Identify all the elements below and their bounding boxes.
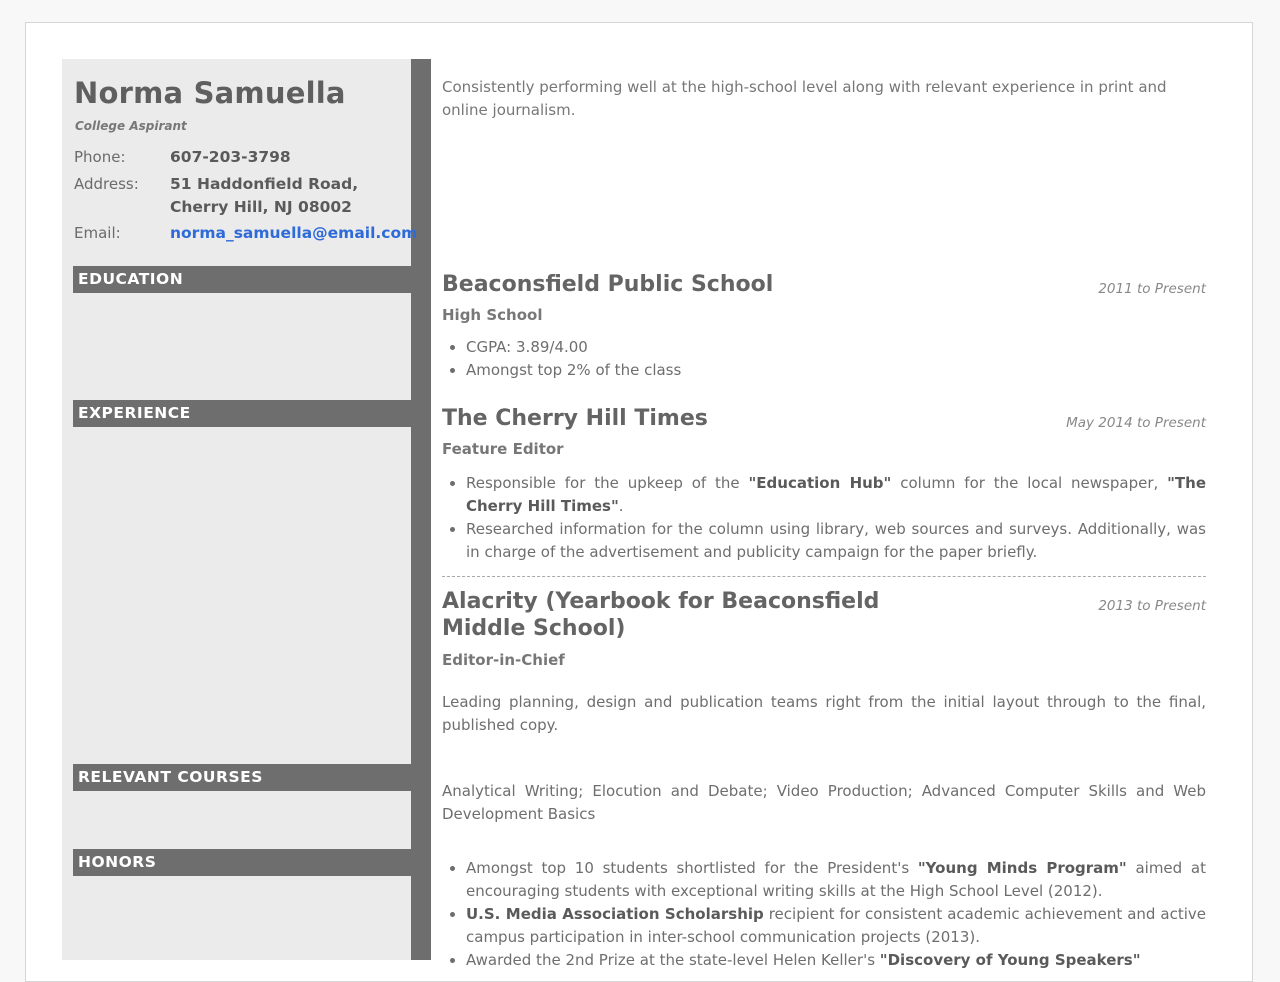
entry-description: Leading planning, design and publication teams right from the initial layout through to the final, published copy. [442, 693, 1206, 734]
entry-bullets [442, 336, 1206, 382]
bullet-item: • CGPA: 3.89/4.00 [466, 336, 1206, 359]
summary-text: Consistently performing well at the high-school level along with relevant experience in print and online journalism. [442, 78, 1167, 119]
honor-item: • Amongst top 10 students shortlisted for the President's "Young Minds Program" aimed at encouraging students with exceptional writing skills at the High School Level (2012). [466, 857, 1206, 903]
bullet-item: • Responsible for the upkeep of the "Education Hub" column for the local newspaper, "The Cherry Hill Times". [466, 472, 1206, 518]
honors-list [442, 857, 1206, 972]
bullet-item: • Amongst top 2% of the class [466, 359, 1206, 382]
honor-item: • U.S. Media Association Scholarship recipient for consistent academic achievement and active campus participation in inter-school communication projects (2013). [466, 903, 1206, 949]
entry-date: 2013 to Present [1098, 598, 1206, 614]
education-entry [442, 271, 1206, 382]
section-header-honors: HONORS [73, 849, 411, 876]
experience-entry [442, 405, 1206, 564]
address-line-2: Cherry Hill, NJ 08002 [170, 198, 352, 216]
entry-role: Editor-in-Chief [442, 651, 565, 669]
entry-divider [442, 576, 1206, 577]
honor-item: • Awarded the 2nd Prize at the state-level Helen Keller's "Discovery of Young Speakers" [466, 949, 1206, 972]
candidate-title: College Aspirant [75, 119, 187, 133]
entry-date: May 2014 to Present [1066, 415, 1206, 431]
section-header-experience: EXPERIENCE [73, 400, 411, 427]
candidate-name: Norma Samuella [74, 76, 346, 110]
sidebar-divider-bar [411, 59, 431, 960]
entry-title: Beaconsfield Public School [442, 272, 774, 297]
bullet-item: • Researched information for the column using library, web sources and surveys. Additionally, was in charge of the advertisement and publicity campaign for the paper briefly. [466, 518, 1206, 564]
entry-role: Feature Editor [442, 440, 564, 458]
email-link[interactable]: norma_samuella@email.com [170, 224, 418, 242]
entry-title: The Cherry Hill Times [442, 406, 708, 431]
address-label: Address: [74, 175, 139, 193]
email-label: Email: [74, 224, 121, 242]
phone-value: 607-203-3798 [170, 148, 291, 166]
entry-title: Alacrity (Yearbook for Beaconsfield Middle School) [442, 589, 880, 641]
honors-list-wrapper [442, 857, 1206, 972]
section-header-relevant-courses: RELEVANT COURSES [73, 764, 411, 791]
entry-role: High School [442, 306, 543, 324]
section-header-education: EDUCATION [73, 266, 411, 293]
address-line-1: 51 Haddonfield Road, [170, 175, 359, 193]
courses-text: Analytical Writing; Elocution and Debate; Video Production; Advanced Computer Skills and Web Development Basics [442, 782, 1206, 823]
phone-label: Phone: [74, 148, 126, 166]
entry-bullets [442, 472, 1206, 564]
experience-entry [442, 588, 1206, 737]
entry-date: 2011 to Present [1098, 281, 1206, 297]
address-value [170, 173, 358, 219]
